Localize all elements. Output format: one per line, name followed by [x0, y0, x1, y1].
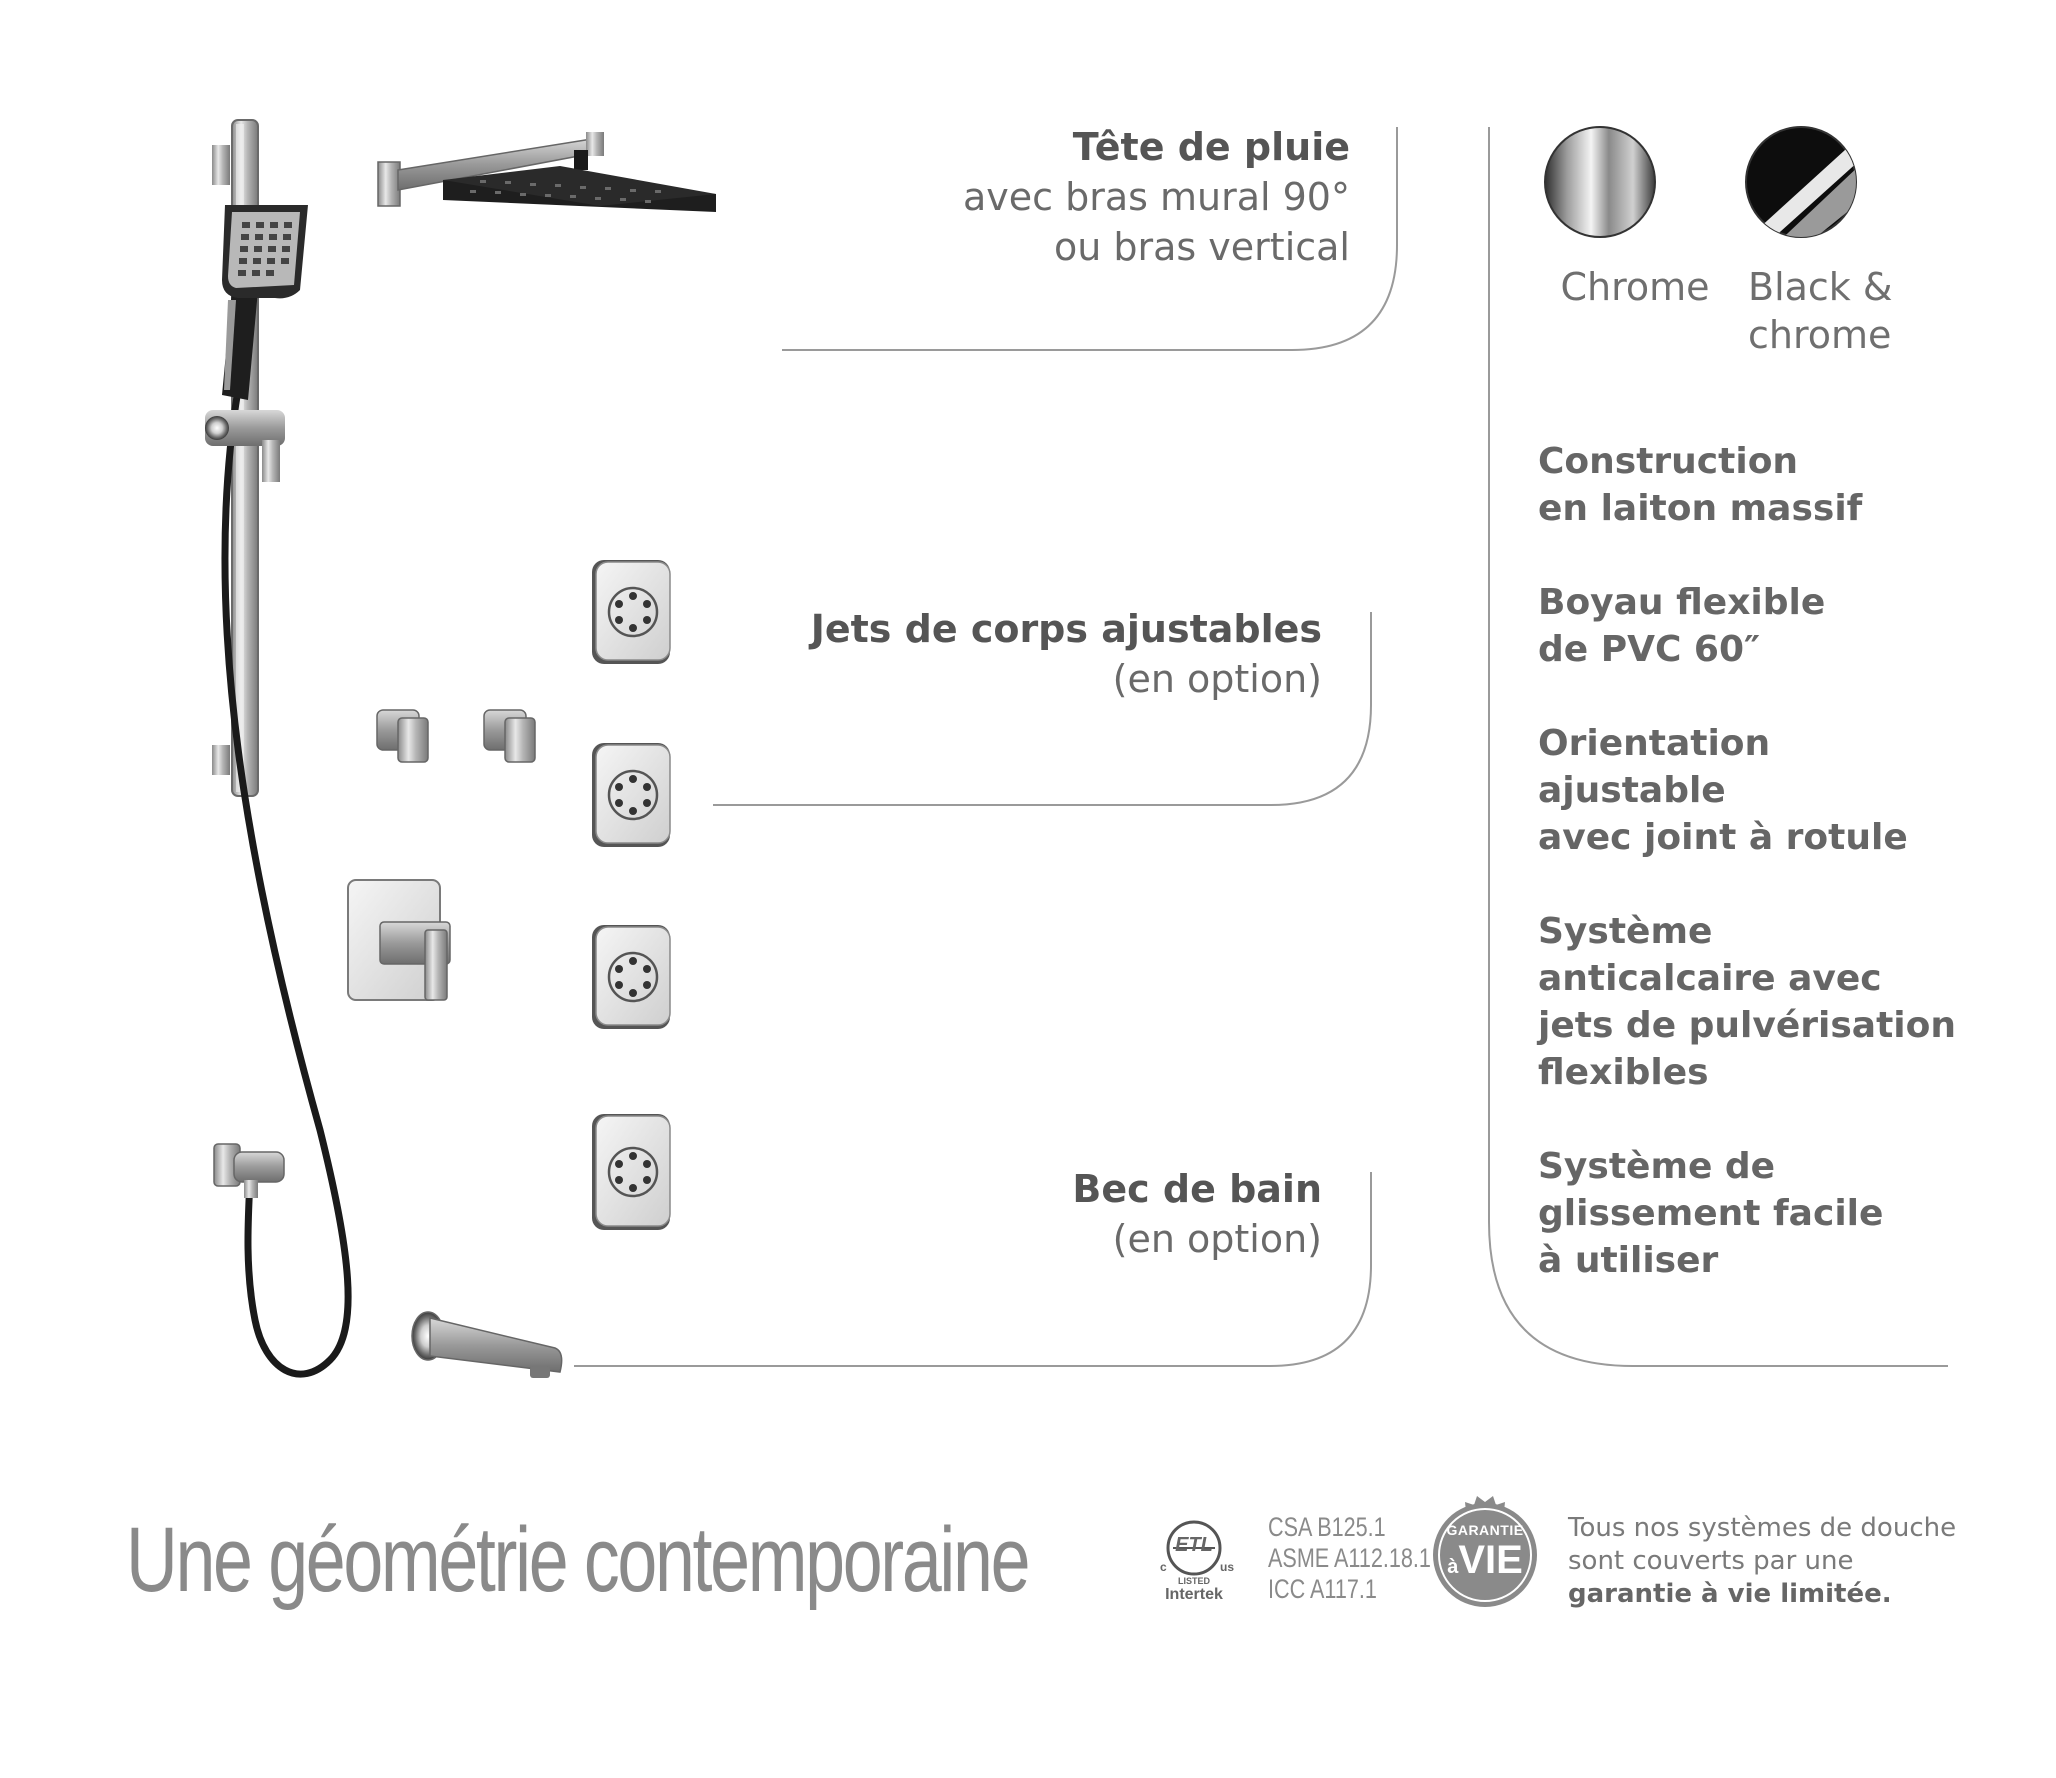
warranty-line2: sont couverts par une: [1568, 1546, 1854, 1576]
tub-spout-art: [412, 1312, 562, 1378]
diverter-handles: [377, 710, 535, 762]
callout-rain-head: [830, 122, 1350, 272]
warranty-seal-text: [1434, 1522, 1536, 1591]
feature-brass: Construction en laiton massif: [1538, 441, 1863, 529]
standard-icc: ICC A117.1: [1268, 1574, 1377, 1604]
warranty-line3: garantie à vie limitée.: [1568, 1579, 1892, 1609]
body-jets: [592, 560, 670, 1230]
standard-csa: CSA B125.1: [1268, 1512, 1386, 1542]
warranty-line1: Tous nos systèmes de douche: [1568, 1513, 1957, 1543]
etl-mark-text: ETL: [1175, 1534, 1213, 1556]
feature-hose: Boyau flexible de PVC 60″: [1538, 582, 1826, 670]
callout-tub-spout-title: Bec de bain: [1072, 1167, 1322, 1211]
finish-swatch-black-chrome: [1746, 127, 1862, 250]
etl-listed: LISTED: [1177, 1576, 1210, 1586]
callout-tub-spout-line1: (en option): [1112, 1217, 1322, 1261]
callout-tub-spout: [802, 1164, 1322, 1264]
finish-label-chrome: [1545, 263, 1725, 311]
rain-head: [378, 132, 716, 212]
standard-asme: ASME A112.18.1: [1268, 1543, 1431, 1573]
wall-supply-elbow: [214, 1144, 284, 1198]
warranty-seal-prefix: à: [1447, 1556, 1459, 1578]
callout-rain-head-line1: avec bras mural 90°: [962, 175, 1350, 219]
finish-black-chrome-line2: chrome: [1748, 313, 1892, 357]
callout-body-jets-line1: (en option): [1112, 657, 1322, 701]
callout-body-jets-title: Jets de corps ajustables: [810, 607, 1322, 651]
callout-rain-head-title: Tête de pluie: [1072, 125, 1350, 169]
finish-black-chrome-line1: Black &: [1748, 265, 1893, 309]
feature-swivel: Orientation ajustable avec joint à rotule: [1538, 723, 1908, 858]
callout-body-jets: [702, 604, 1322, 704]
feature-anticalc: Système anticalcaire avec jets de pulvérisation flexibles: [1538, 911, 1956, 1093]
etl-certification: [1150, 1512, 1240, 1602]
tagline: Une géométrie contemporaine: [126, 1509, 1029, 1611]
callout-rain-head-line2: ou bras vertical: [1053, 225, 1350, 269]
finish-label-black-chrome: [1748, 263, 1928, 359]
warranty-seal-line2: VIE: [1458, 1538, 1523, 1582]
etl-us-mark: us: [1220, 1560, 1235, 1574]
valve-trim: [348, 880, 450, 1000]
warranty-seal-line1: GARANTIE: [1446, 1522, 1524, 1538]
warranty-statement: [1568, 1512, 2028, 1611]
etl-c-mark: c: [1160, 1560, 1167, 1574]
finish-swatch-chrome: [1545, 127, 1655, 237]
intertek-label: Intertek: [1165, 1586, 1223, 1603]
feature-slide: Système de glissement facile à utiliser: [1538, 1146, 1884, 1281]
finish-chrome-line1: Chrome: [1560, 265, 1710, 309]
